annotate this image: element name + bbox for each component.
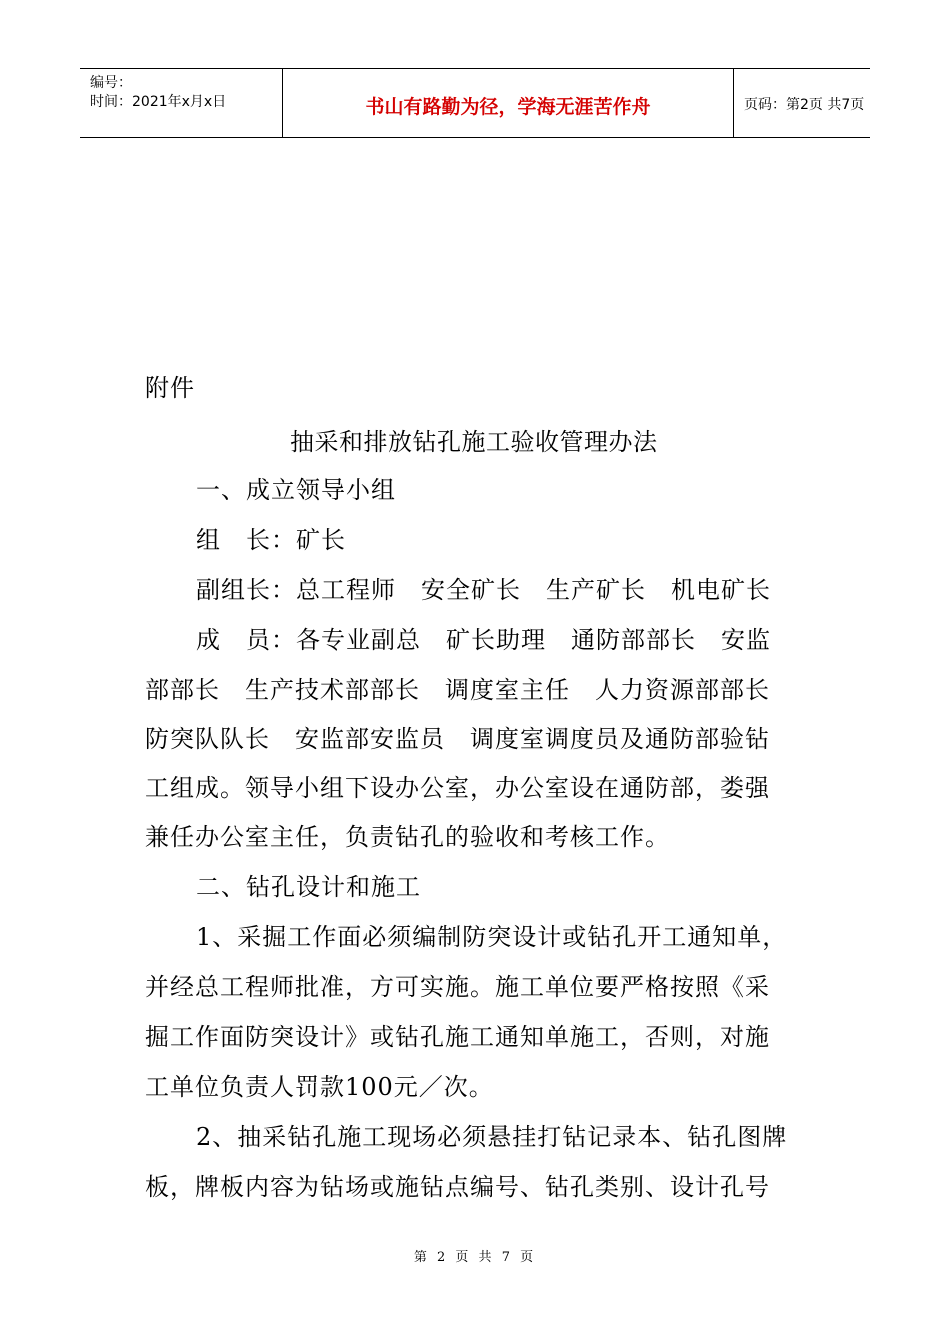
body-line: 2、抽采钻孔施工现场必须悬挂打钻记录本、钻孔图牌 xyxy=(196,1123,788,1151)
header-motto-cell xyxy=(282,69,734,137)
body-line: 工组成。领导小组下设办公室，办公室设在通防部，娄强 xyxy=(145,774,770,802)
body-line: 组 长：矿长 xyxy=(196,526,346,554)
page-footer: 第 2 页 共 7 页 xyxy=(413,1250,537,1265)
section-heading: 一、成立领导小组 xyxy=(196,476,396,504)
body-line: 部部长 生产技术部部长 调度室主任 人力资源部部长 xyxy=(145,676,770,704)
document-title: 抽采和排放钻孔施工验收管理办法 xyxy=(290,428,658,456)
body-line: 成 员：各专业副总 矿长助理 通防部部长 安监 xyxy=(196,626,771,654)
header-page-info: 页码：第2页 共7页 xyxy=(744,97,865,113)
header-page-cell xyxy=(732,69,870,137)
section-heading: 二、钻孔设计和施工 xyxy=(196,873,421,901)
document-time-label: 时间：2021年x月x日 xyxy=(90,94,227,110)
body-line: 防突队队长 安监部安监员 调度室调度员及通防部验钻 xyxy=(145,725,770,753)
annex-label: 附件 xyxy=(145,374,195,402)
body-line: 并经总工程师批准，方可实施。施工单位要严格按照《采 xyxy=(145,973,770,1001)
header-meta-cell xyxy=(80,69,282,137)
body-line: 板，牌板内容为钻场或施钻点编号、钻孔类别、设计孔号 xyxy=(145,1173,770,1201)
document-header xyxy=(80,68,870,138)
body-line: 工单位负责人罚款100元／次。 xyxy=(145,1073,494,1101)
header-motto: 书山有路勤为径，学海无涯苦作舟 xyxy=(365,96,651,118)
document-number-label: 编号： xyxy=(90,75,132,91)
body-line: 1、采掘工作面必须编制防突设计或钻孔开工通知单， xyxy=(196,923,788,951)
body-line: 兼任办公室主任，负责钻孔的验收和考核工作。 xyxy=(145,823,670,851)
body-line: 副组长：总工程师 安全矿长 生产矿长 机电矿长 xyxy=(196,576,771,604)
body-line: 掘工作面防突设计》或钻孔施工通知单施工，否则，对施 xyxy=(145,1023,770,1051)
